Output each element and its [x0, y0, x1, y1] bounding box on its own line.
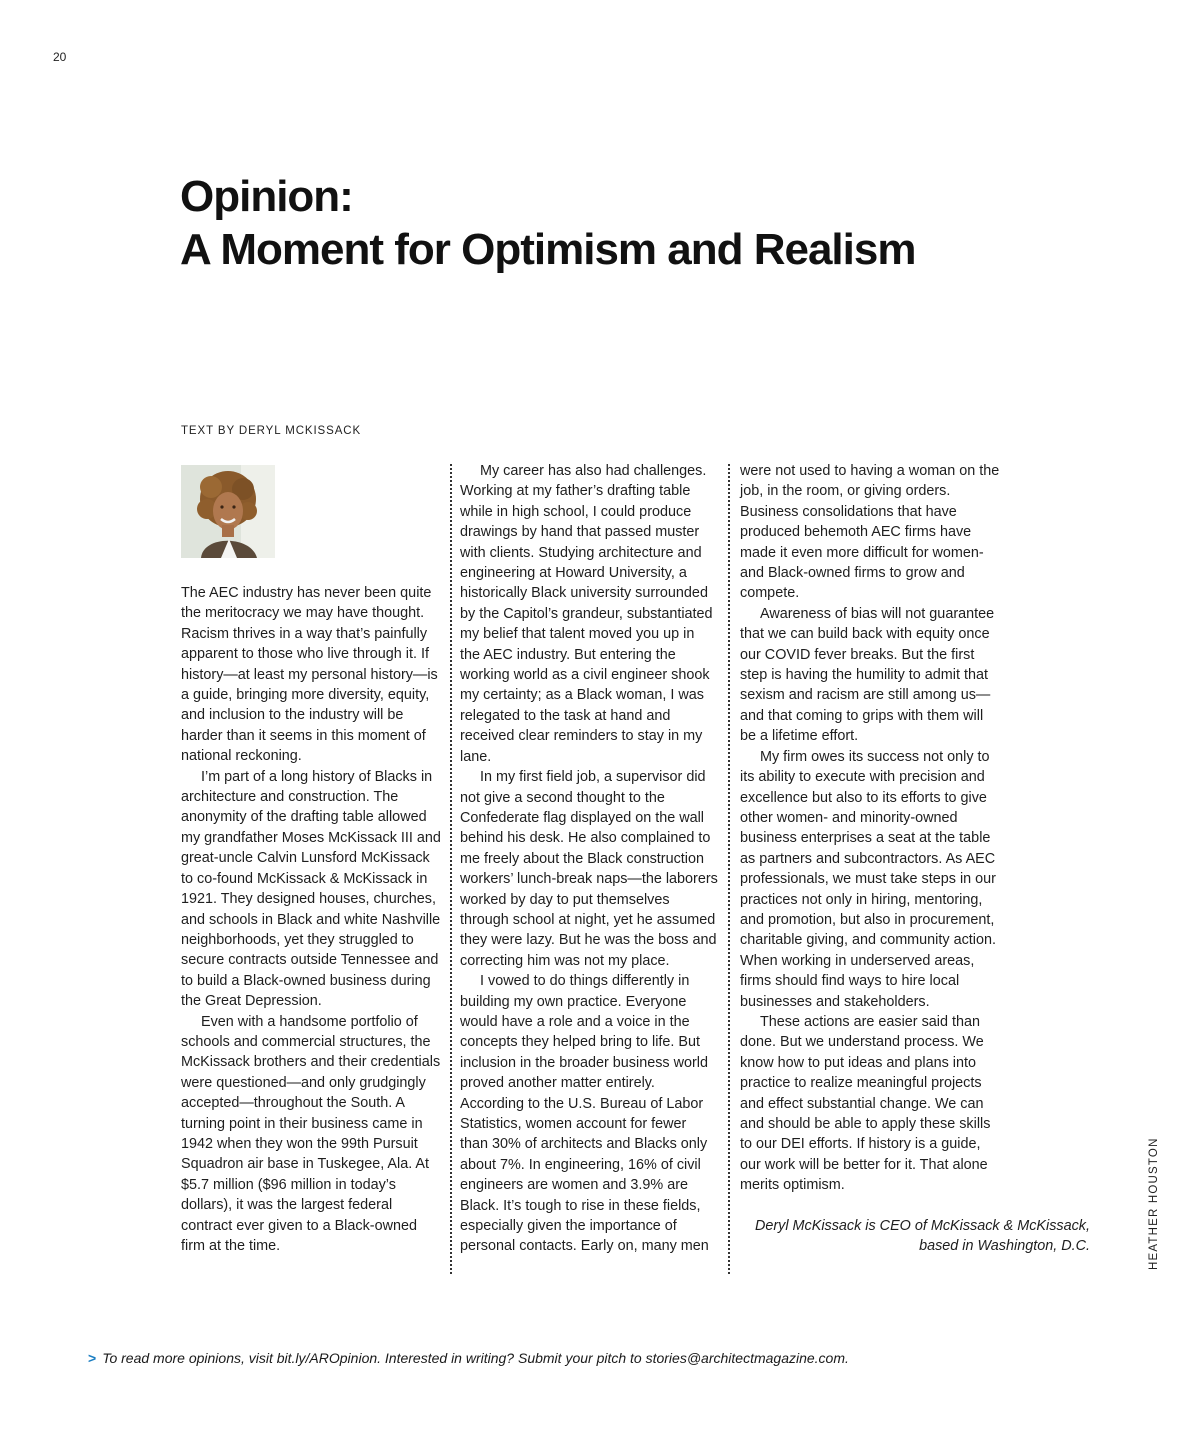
- author-bio-line-2: based in Washington, D.C.: [919, 1238, 1090, 1255]
- title-line-2: A Moment for Optimism and Realism: [180, 225, 916, 274]
- column-divider-2: [728, 464, 730, 1274]
- article-title: [180, 170, 915, 276]
- author-bio-line-1: Deryl McKissack is CEO of McKissack & McKissack,: [754, 1217, 1090, 1234]
- paragraph: My career has also had challenges. Working at my father’s drafting table while in high school, I could produce drawings by hand that passed muster with clients. Studying architecture and engineering at Howard University, a historically Black university surrounded by the Capitol’s grandeur, substantiated my belief that talent moved you up in the AEC industry. But entering the working world as a civil engineer shook my certainty; as a Black woman, I was relegated to the task at hand and received clear reminders to stay in my lane.: [460, 463, 713, 765]
- byline: TEXT BY DERYL MCKISSACK: [181, 425, 362, 437]
- author-bio: [740, 1216, 1090, 1257]
- title-line-1: Opinion:: [180, 172, 353, 221]
- paragraph: The AEC industry has never been quite the meritocracy we may have thought. Racism thrives in a way that’s painfully apparent to those who live through it. If history—at least my personal history—is a guide, bringing more diversity, equity, and inclusion to the industry will be harder than it seems in this moment of national reckoning.: [181, 585, 438, 765]
- column-divider-1: [450, 464, 452, 1274]
- footer-text: To read more opinions, visit bit.ly/AROpinion. Interested in writing? Submit your pitch to stories@architectmagazine.com.: [102, 1350, 849, 1366]
- page-number: 20: [53, 50, 67, 64]
- paragraph: In my first field job, a supervisor did not give a second thought to the Confederate flag displayed on the wall behind his desk. He also complained to me freely about the Black construction workers’ lunch-break naps—the laborers worked by day to put themselves through school at night, yet he assumed they were lazy. But he was the boss and correcting him was not my place.: [460, 769, 718, 969]
- paragraph: Even with a handsome portfolio of schools and commercial structures, the McKissack brothers and their credentials were questioned—and only grudgingly accepted—throughout the South. A turning point in their business came in 1942 when they won the 99th Pursuit Squadron air base in Tuskegee, Ala. At $5.7 million ($96 million in today’s dollars), it was the largest federal contract ever given to a Black-owned firm at the time.: [181, 1013, 441, 1254]
- paragraph: These actions are easier said than done. But we understand process. We know how to put ideas and plans into practice to realize meaningful projects and effect substantial change. We can and should be able to apply these skills to our DEI efforts. If history is a guide, our work will be better for it. That alone merits optimism.: [740, 1013, 991, 1194]
- paragraph: were not used to having a woman on the job, in the room, or giving orders. Business consolidations that have produced behemoth AEC firms have made it even more difficult for women- and Black-owned firms to grow and compete.: [740, 463, 1000, 602]
- photo-credit: HEATHER HOUSTON: [1148, 1137, 1160, 1270]
- article-column-3: [740, 461, 1090, 1256]
- footer-note: [88, 1350, 849, 1366]
- paragraph: My firm owes its success not only to its ability to execute with precision and excellence but also to its efforts to give other women- and minority-owned business enterprises a seat at the table as partners and subcontractors. As AEC professionals, we must take steps in our practices not only in hiring, mentoring, and promotion, but also in procurement, charitable giving, and community action. When working in underserved areas, firms should find ways to hire local businesses and stakeholders.: [740, 748, 996, 1010]
- chevron-right-icon: >: [88, 1350, 97, 1366]
- paragraph: I’m part of a long history of Blacks in architecture and construction. The anonymity of the drafting table allowed my grandfather Moses McKissack III and great-uncle Calvin Lunsford McKissack to co-found McKissack & McKissack in 1921. They designed houses, churches, and schools in Black and white Nashville neighborhoods, yet they struggled to secure contracts outside Tennessee and to build a Black-owned business during the Great Depression.: [181, 768, 441, 1010]
- article-column-2: [460, 461, 718, 1257]
- paragraph: Awareness of bias will not guarantee that we can build back with equity once our COVID fever breaks. But the first step is having the humility to admit that sexism and racism are still among us—and that coming to grips with them will be a lifetime effort.: [740, 605, 995, 745]
- paragraph: I vowed to do things differently in building my own practice. Everyone would have a role and a voice in the concepts they helped bring to life. But inclusion in the broader business world proved another matter entirely. According to the U.S. Bureau of Labor Statistics, women account for fewer than 30% of architects and Blacks only about 7%. In engineering, 16% of civil engineers are women and 3.9% are Black. It’s tough to rise in these fields, especially given the importance of personal contacts. Early on, many men: [460, 973, 709, 1255]
- article-column-1: [181, 461, 443, 1256]
